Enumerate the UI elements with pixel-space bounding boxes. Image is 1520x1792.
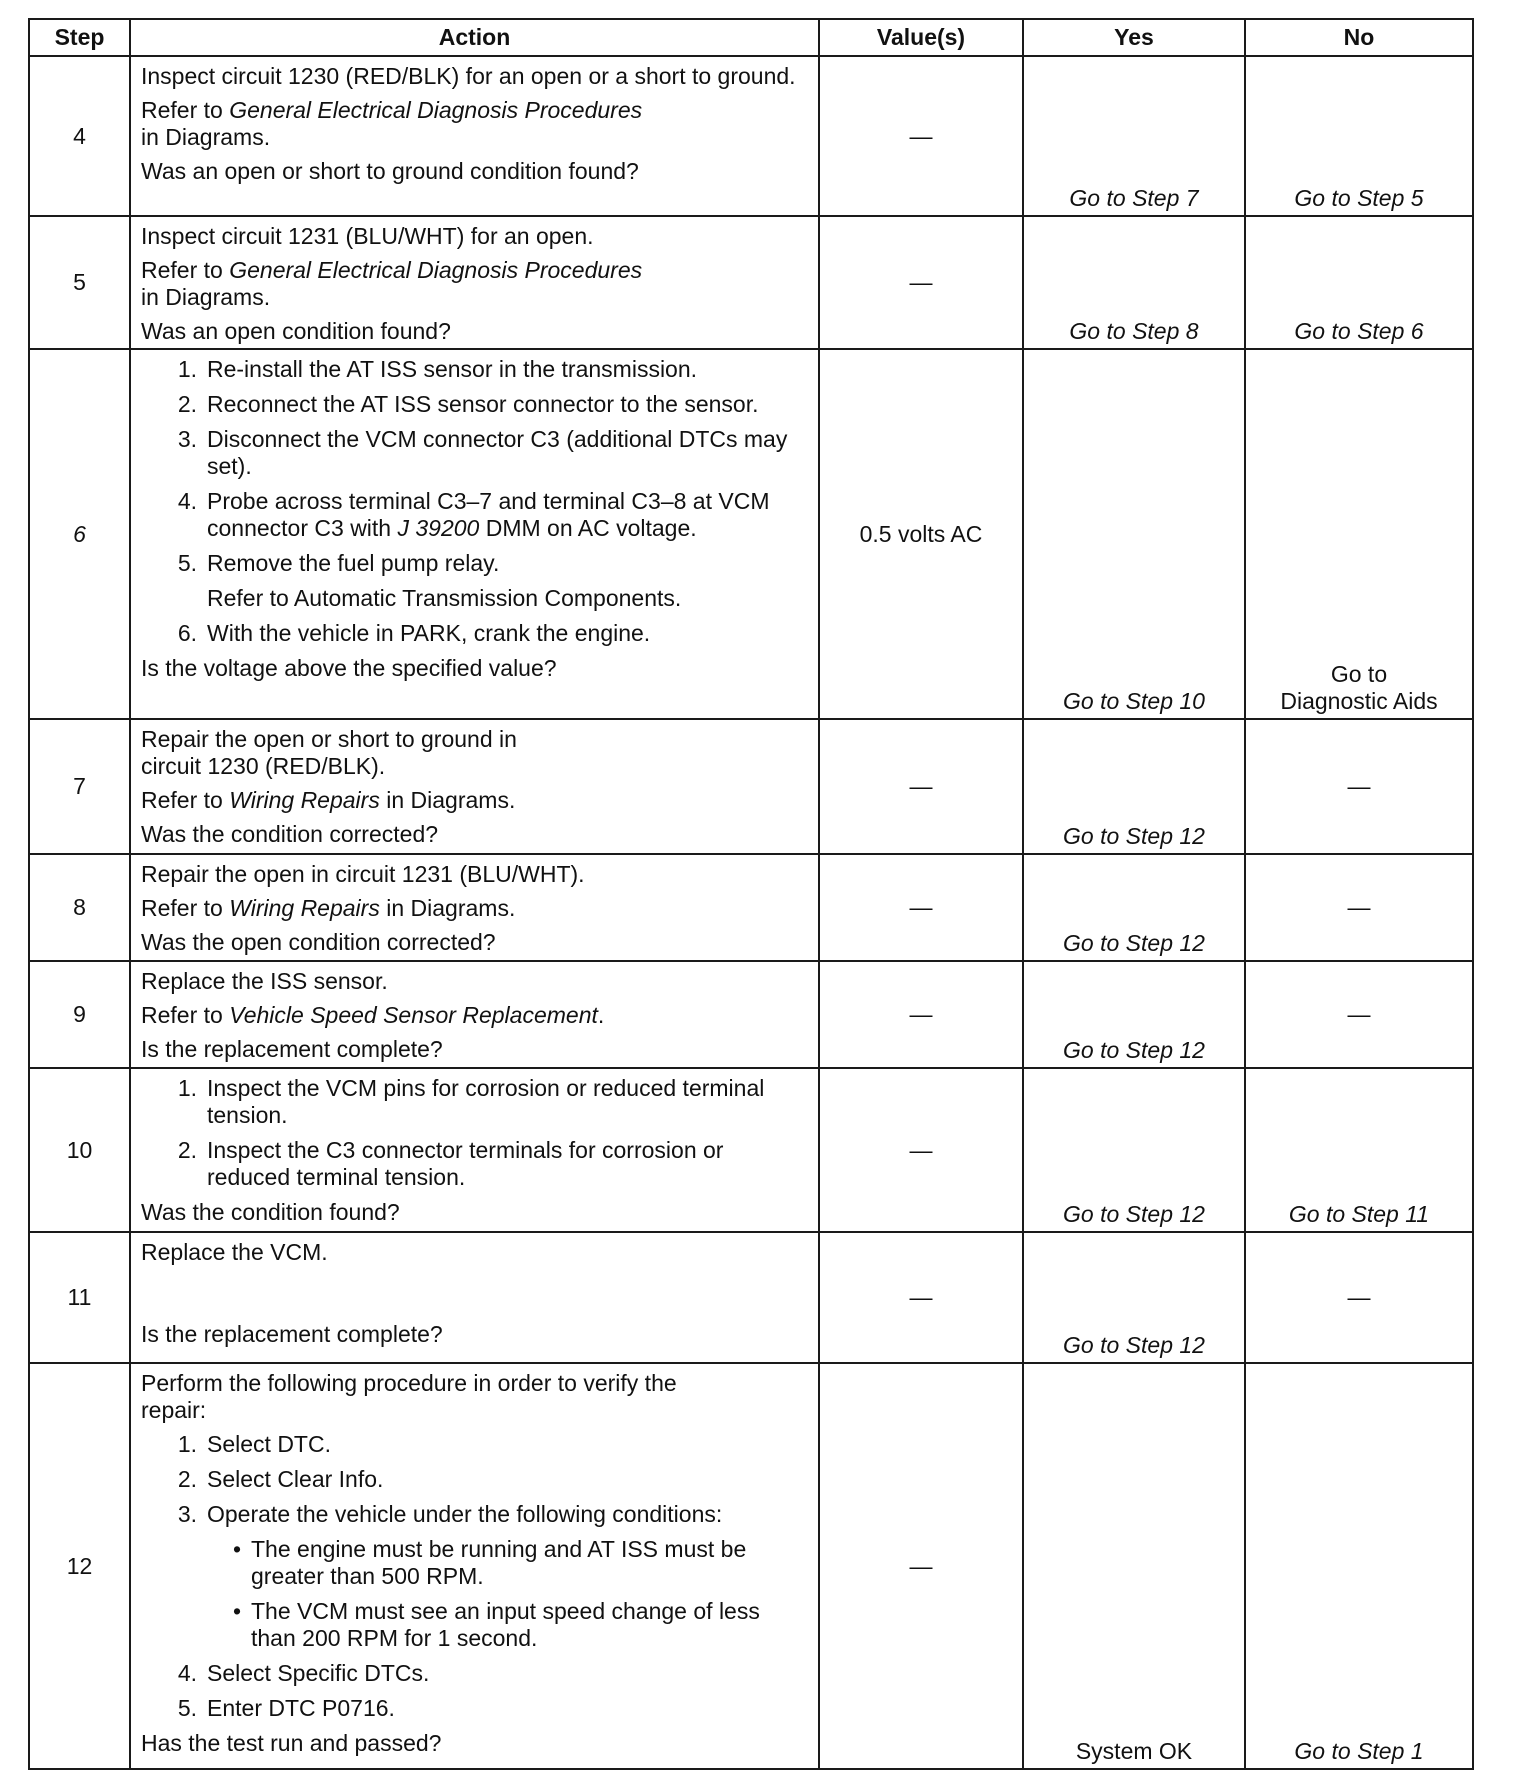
header-values: Value(s) <box>819 19 1023 56</box>
action-cell <box>130 1068 819 1232</box>
list-item: 2. Inspect the C3 connector terminals for corrosion or reduced terminal tension. <box>177 1137 724 1190</box>
value-cell: — <box>819 1363 1023 1769</box>
step-number: 5 <box>29 216 130 349</box>
action-text: Repair the open in circuit 1231 (BLU/WHT). <box>141 861 585 887</box>
list-item: 2. Select Clear Info. <box>177 1466 384 1492</box>
yes-cell: Go to Step 10 <box>1023 349 1245 719</box>
table-row-step-4 <box>29 56 1473 216</box>
question: Has the test run and passed? <box>141 1730 442 1756</box>
table-row-step-9 <box>29 961 1473 1068</box>
refer-line: Refer to General Electrical Diagnosis Procedures <box>141 257 643 283</box>
question: Was the condition corrected? <box>141 821 439 847</box>
action-cell <box>130 1232 819 1363</box>
header-step: Step <box>29 19 130 56</box>
header-yes: Yes <box>1023 19 1245 56</box>
refer-link: Wiring Repairs <box>229 787 380 813</box>
list-item: 3. Operate the vehicle under the following conditions: <box>177 1501 723 1527</box>
step-number: 11 <box>29 1232 130 1363</box>
question: Was the open condition corrected? <box>141 929 496 955</box>
procedure-list <box>141 1075 808 1191</box>
table-row-step-5 <box>29 216 1473 349</box>
value-cell: 0.5 volts AC <box>819 349 1023 719</box>
value-cell: — <box>819 854 1023 961</box>
action-text: Replace the ISS sensor. <box>141 968 388 994</box>
procedure-list-cont <box>141 1660 808 1722</box>
action-cell <box>130 854 819 961</box>
step-number: 4 <box>29 56 130 216</box>
no-cell: Go to Step 11 <box>1245 1068 1473 1232</box>
no-cell: Go to Step 6 <box>1245 216 1473 349</box>
no-cell: — <box>1245 719 1473 854</box>
bullet-item: • The engine must be running and AT ISS must be greater than 500 RPM. <box>232 1536 747 1589</box>
action-cell <box>130 1363 819 1769</box>
action-text: Repair the open or short to ground in circuit 1230 (RED/BLK). <box>141 726 517 779</box>
value-cell: — <box>819 216 1023 349</box>
list-item: 2. Reconnect the AT ISS sensor connector to the sensor. <box>177 391 759 417</box>
refer-link: Vehicle Speed Sensor Replacement <box>229 1002 598 1028</box>
yes-cell: System OK <box>1023 1363 1245 1769</box>
value-cell: — <box>819 56 1023 216</box>
yes-cell: Go to Step 12 <box>1023 1232 1245 1363</box>
step-number: 6 <box>29 349 130 719</box>
step-number: 8 <box>29 854 130 961</box>
yes-cell: Go to Step 7 <box>1023 56 1245 216</box>
list-item: 4. Probe across terminal C3–7 and terminal C3–8 at VCM connector C3 with J 39200 DMM on AC voltage. <box>177 488 770 541</box>
tool-name: J 39200 <box>397 515 480 541</box>
action-cell <box>130 719 819 854</box>
sub-note: Refer to Automatic Transmission Components. <box>207 585 682 611</box>
action-cell <box>130 216 819 349</box>
no-line-1: Go to <box>1330 661 1388 687</box>
value-cell: — <box>819 1068 1023 1232</box>
no-cell: — <box>1245 1232 1473 1363</box>
question: Was an open condition found? <box>141 318 451 344</box>
action-text: Perform the following procedure in order to verify the repair: <box>141 1370 677 1423</box>
list-item: 1. Select DTC. <box>177 1431 331 1457</box>
question: Was an open or short to ground condition found? <box>141 158 639 184</box>
step-number: 12 <box>29 1363 130 1769</box>
no-cell: Go to Step 5 <box>1245 56 1473 216</box>
diagnostic-table-sheet <box>28 18 1472 1770</box>
yes-cell: Go to Step 12 <box>1023 961 1245 1068</box>
yes-cell: Go to Step 12 <box>1023 719 1245 854</box>
no-line-2: Diagnostic Aids <box>1280 688 1438 714</box>
diagnostic-table <box>28 18 1474 1770</box>
list-item: 1. Re-install the AT ISS sensor in the transmission. <box>177 356 698 382</box>
list-item: 6. With the vehicle in PARK, crank the engine. <box>177 620 651 646</box>
value-cell: — <box>819 719 1023 854</box>
no-cell <box>1245 349 1473 719</box>
list-item: 5. Remove the fuel pump relay. <box>177 550 500 576</box>
list-item: 1. Inspect the VCM pins for corrosion or reduced terminal tension. <box>177 1075 765 1128</box>
refer-line: Refer to Vehicle Speed Sensor Replacement. <box>141 1002 605 1028</box>
value-cell: — <box>819 1232 1023 1363</box>
action-text: Inspect circuit 1230 (RED/BLK) for an open or a short to ground. <box>141 63 796 89</box>
refer-link: General Electrical Diagnosis Procedures <box>229 97 643 123</box>
no-cell: Go to Step 1 <box>1245 1363 1473 1769</box>
procedure-list <box>141 356 808 577</box>
table-row-step-7 <box>29 719 1473 854</box>
refer-link: Wiring Repairs <box>229 895 380 921</box>
no-cell: — <box>1245 854 1473 961</box>
table-row-step-8 <box>29 854 1473 961</box>
value-cell: — <box>819 961 1023 1068</box>
list-item: 3. Disconnect the VCM connector C3 (additional DTCs may set). <box>177 426 788 479</box>
list-item: 4. Select Specific DTCs. <box>177 1660 430 1686</box>
refer-suffix: in Diagrams. <box>141 124 271 150</box>
bullet-item: • The VCM must see an input speed change of less than 200 RPM for 1 second. <box>232 1598 760 1651</box>
header-no: No <box>1245 19 1473 56</box>
question: Was the condition found? <box>141 1199 400 1225</box>
step-number: 10 <box>29 1068 130 1232</box>
procedure-list <box>141 1431 808 1528</box>
refer-line: Refer to General Electrical Diagnosis Procedures <box>141 97 643 123</box>
action-cell <box>130 56 819 216</box>
table-row-step-10 <box>29 1068 1473 1232</box>
refer-link: General Electrical Diagnosis Procedures <box>229 257 643 283</box>
table-row-step-11 <box>29 1232 1473 1363</box>
question: Is the replacement complete? <box>141 1321 443 1347</box>
table-header-row <box>29 19 1473 56</box>
table-row-step-12 <box>29 1363 1473 1769</box>
refer-line: Refer to Wiring Repairs in Diagrams. <box>141 787 516 813</box>
step-number: 7 <box>29 719 130 854</box>
list-item: 5. Enter DTC P0716. <box>177 1695 395 1721</box>
yes-cell: Go to Step 8 <box>1023 216 1245 349</box>
yes-cell: Go to Step 12 <box>1023 854 1245 961</box>
no-cell: — <box>1245 961 1473 1068</box>
yes-cell: Go to Step 12 <box>1023 1068 1245 1232</box>
refer-suffix: in Diagrams. <box>141 284 271 310</box>
action-text: Inspect circuit 1231 (BLU/WHT) for an open. <box>141 223 594 249</box>
action-cell <box>130 349 819 719</box>
question: Is the replacement complete? <box>141 1036 443 1062</box>
header-action: Action <box>130 19 819 56</box>
condition-bullets <box>141 1536 808 1652</box>
refer-line: Refer to Wiring Repairs in Diagrams. <box>141 895 516 921</box>
action-cell <box>130 961 819 1068</box>
table-row-step-6 <box>29 349 1473 719</box>
action-text: Replace the VCM. <box>141 1239 328 1265</box>
procedure-list-cont <box>141 620 808 647</box>
question: Is the voltage above the specified value? <box>141 655 557 681</box>
step-number: 9 <box>29 961 130 1068</box>
